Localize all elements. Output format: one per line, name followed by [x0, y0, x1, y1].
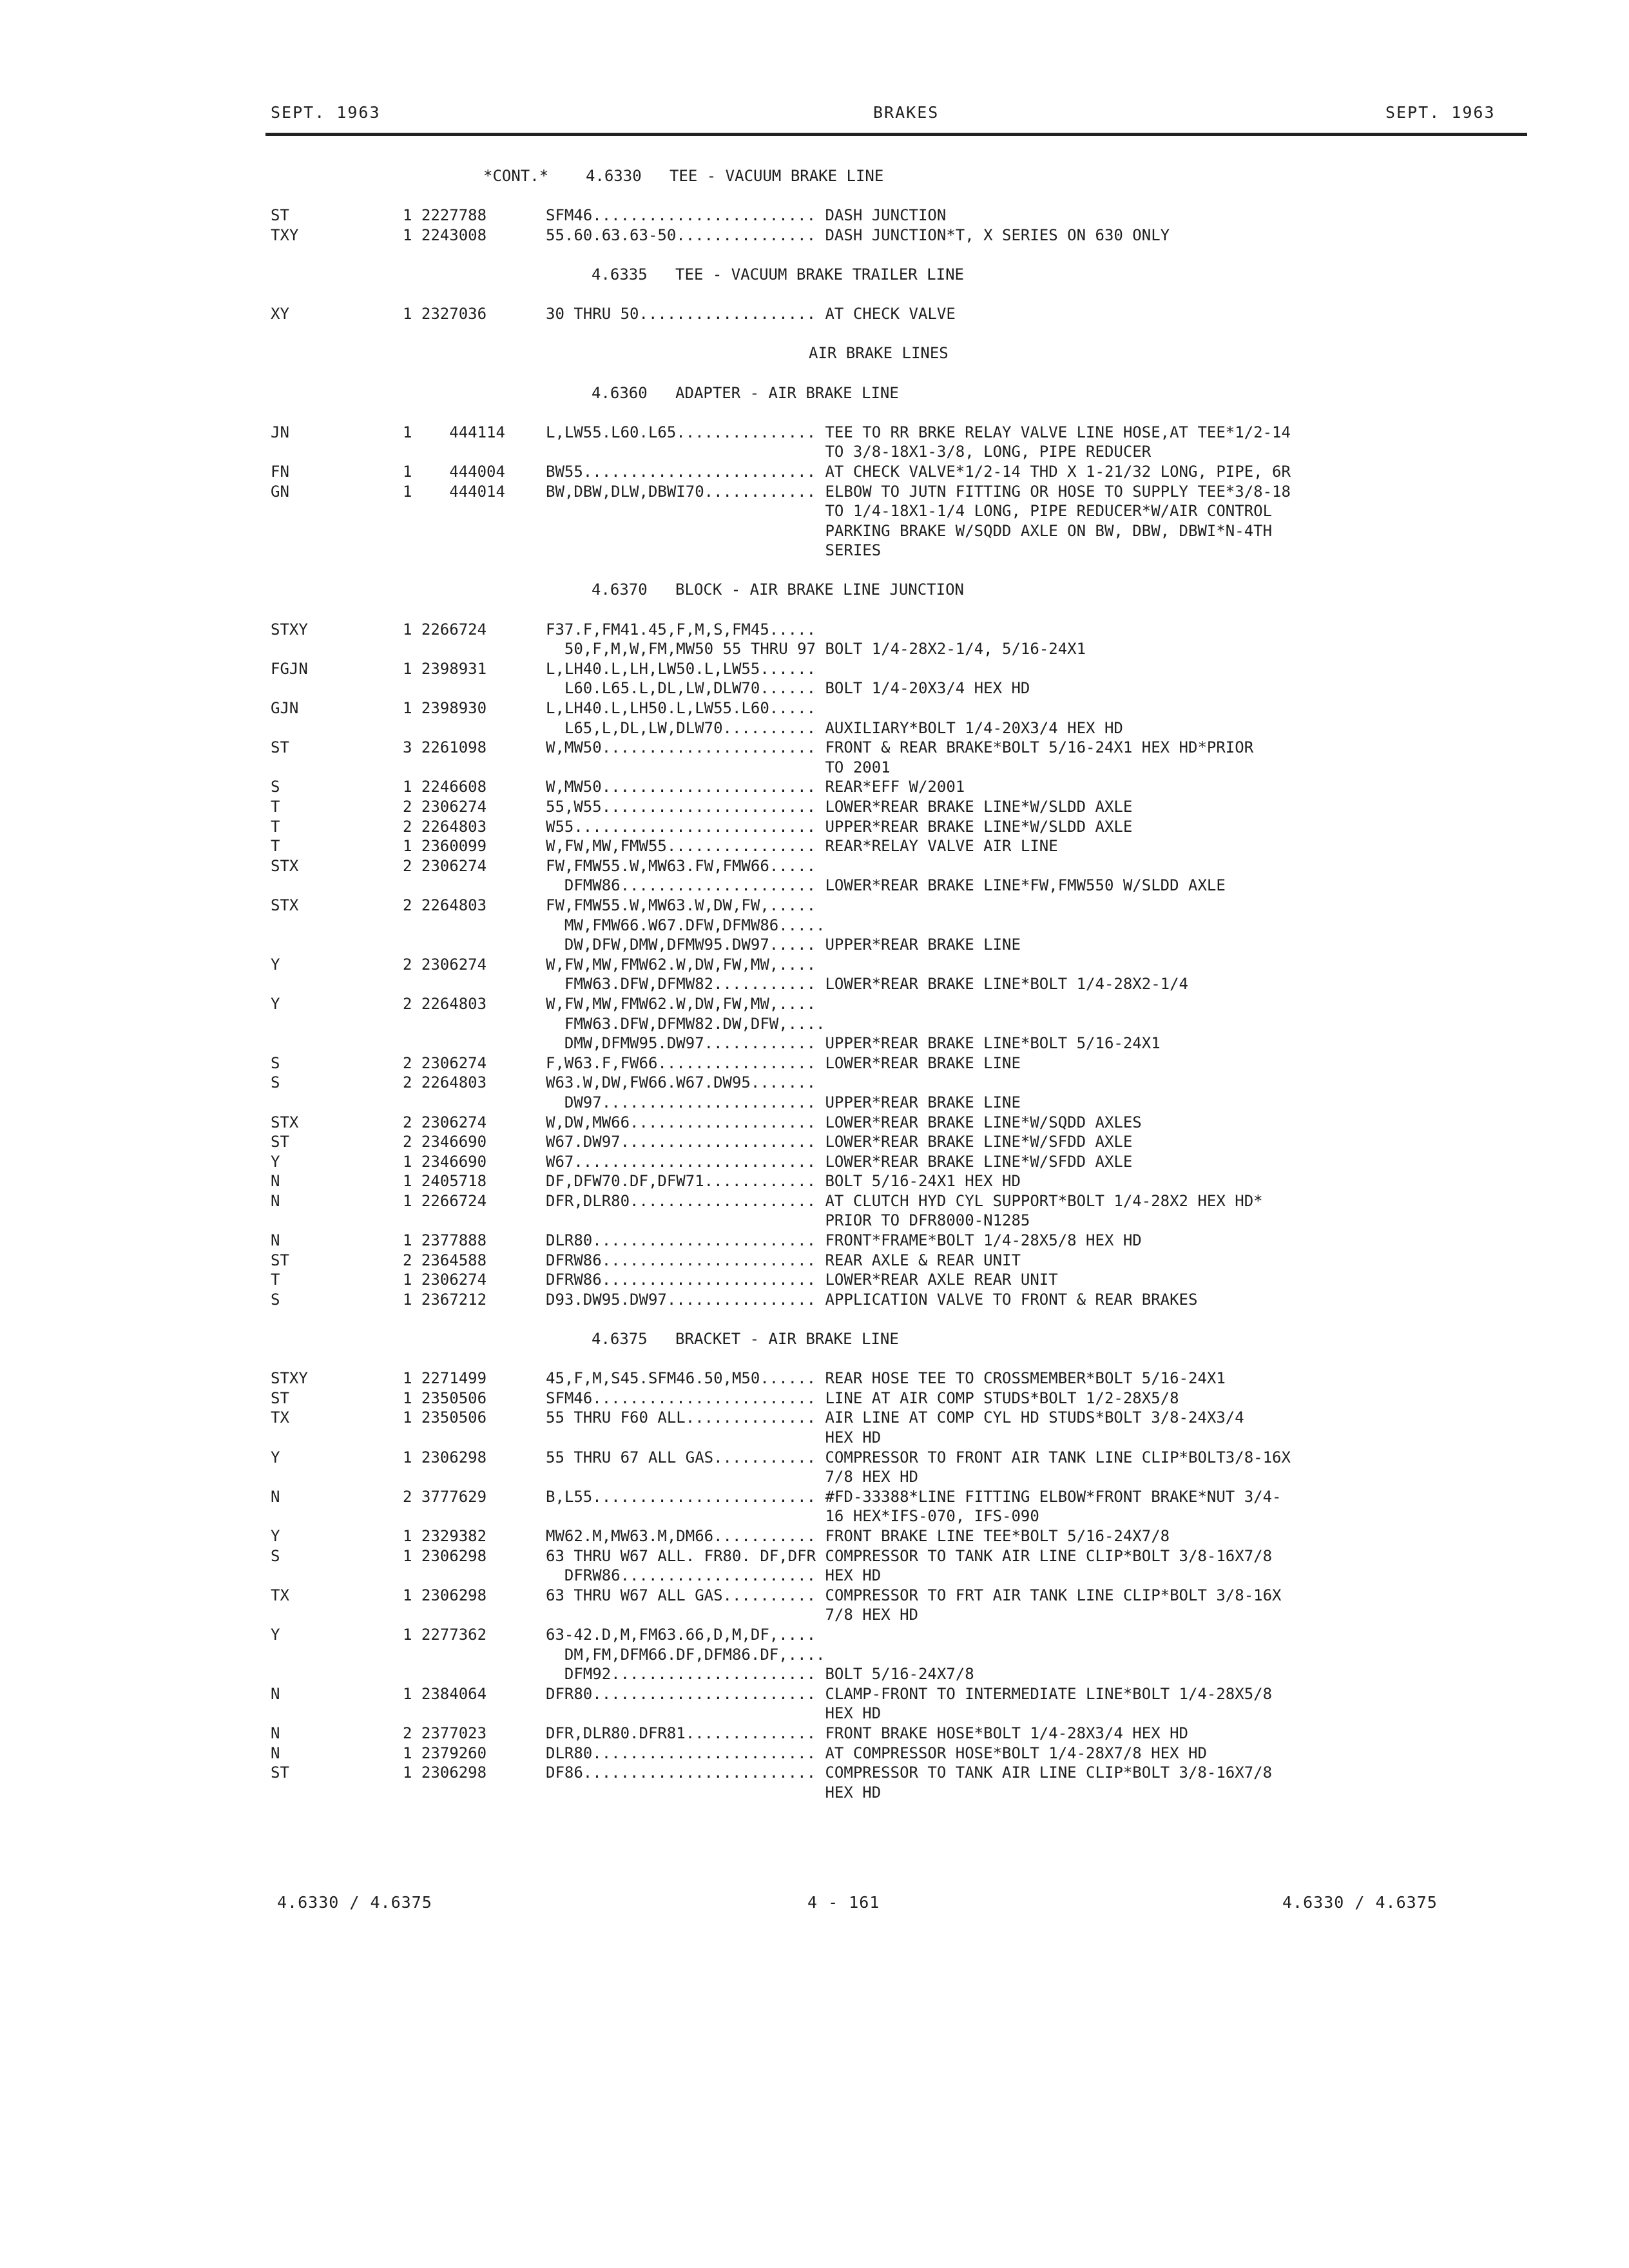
spacer: [271, 403, 1521, 423]
qty-part-number: [403, 1783, 546, 1803]
qty-part-number: 1 2329382: [403, 1526, 487, 1545]
qty-part-number: 1 444004: [403, 462, 505, 481]
models-description: 45,F,M,S45.SFM46.50,M50...... REAR HOSE TEE TO CROSSMEMBER*BOLT 5/16-24X1: [546, 1369, 1226, 1388]
series-code: N: [271, 1724, 280, 1742]
models-description: 7/8 HEX HD: [546, 1468, 918, 1486]
part-row: [271, 1270, 1521, 1290]
models-description: DLR80........................ AT COMPRESSOR HOSE*BOLT 1/4-28X7/8 HEX HD: [546, 1744, 1207, 1762]
series-code: Y: [271, 1526, 280, 1545]
series-code: STX: [271, 896, 299, 914]
part-row: [271, 797, 1521, 817]
qty-part-number: 2 2364588: [403, 1251, 487, 1269]
spacer: [271, 1309, 1521, 1329]
part-row: [271, 1171, 1521, 1191]
series-code: [271, 1783, 403, 1803]
models-description: L,LH40.L,LH,LW50.L,LW55......: [546, 659, 816, 678]
models-description: PARKING BRAKE W/SQDD AXLE ON BW, DBW, DBWI*N-4TH: [546, 521, 1273, 540]
series-code: T: [271, 817, 280, 836]
section-heading: 4.6370 BLOCK - AIR BRAKE LINE JUNCTION: [592, 581, 964, 599]
part-row: [271, 1546, 1521, 1566]
series-code: Y: [271, 1625, 280, 1644]
spacer: [271, 285, 1521, 305]
models-description: W67.......................... LOWER*REAR BRAKE LINE*W/SFDD AXLE: [546, 1152, 1133, 1171]
part-row: [271, 1073, 1521, 1093]
series-code: N: [271, 1191, 280, 1210]
models-description: 16 HEX*IFS-070, IFS-090: [546, 1507, 1039, 1526]
models-description: DW97....................... UPPER*REAR BRAKE LINE: [546, 1093, 1021, 1111]
qty-part-number: 2 2264803: [403, 994, 487, 1013]
models-description: DFR80........................ CLAMP-FRONT TO INTERMEDIATE LINE*BOLT 1/4-28X5/8: [546, 1684, 1273, 1703]
models-description: DFR,DLR80.DFR81.............. FRONT BRAKE HOSE*BOLT 1/4-28X3/4 HEX HD: [546, 1724, 1188, 1742]
part-row: [271, 1053, 1521, 1073]
series-code: [271, 758, 403, 778]
spacer: [271, 245, 1521, 265]
part-row: [271, 758, 1521, 778]
part-row: [271, 718, 1521, 738]
models-description: DMW,DFMW95.DW97............ UPPER*REAR BRAKE LINE*BOLT 5/16-24X1: [546, 1034, 1161, 1053]
qty-part-number: [403, 974, 546, 994]
models-description: DFMW86..................... LOWER*REAR BRAKE LINE*FW,FMW550 W/SLDD AXLE: [546, 876, 1226, 895]
part-row: [271, 1132, 1521, 1152]
series-code: S: [271, 1073, 280, 1092]
models-description: 30 THRU 50................... AT CHECK VALVE: [546, 305, 956, 323]
part-row: [271, 1763, 1521, 1783]
part-row: [271, 1625, 1521, 1645]
models-description: 55 THRU F60 ALL.............. AIR LINE AT COMP CYL HD STUDS*BOLT 3/8-24X3/4: [546, 1408, 1244, 1427]
qty-part-number: [403, 541, 546, 561]
parts-list: [271, 166, 1521, 1822]
qty-part-number: 2 2346690: [403, 1133, 487, 1151]
series-code: T: [271, 1271, 280, 1289]
part-row: [271, 1724, 1521, 1744]
footer-right-range: 4.6330 / 4.6375: [1282, 1893, 1438, 1912]
models-description: PRIOR TO DFR8000-N1285: [546, 1211, 1030, 1230]
qty-part-number: [403, 935, 546, 955]
part-row: [271, 1369, 1521, 1389]
series-code: STXY: [271, 620, 308, 639]
series-code: GJN: [271, 699, 299, 718]
qty-part-number: 2 2306274: [403, 856, 487, 875]
section-heading: 4.6335 TEE - VACUUM BRAKE TRAILER LINE: [592, 265, 964, 284]
models-description: W,FW,MW,FMW62.W,DW,FW,MW,....: [546, 955, 816, 974]
qty-part-number: 3 2261098: [403, 738, 487, 757]
series-code: N: [271, 1744, 280, 1762]
models-description: TO 2001: [546, 758, 891, 776]
header-left-date: SEPT. 1963: [271, 103, 381, 122]
models-description: DW,DFW,DMW,DFMW95.DW97..... UPPER*REAR BRAKE LINE: [546, 936, 1021, 954]
series-code: STX: [271, 856, 299, 875]
header-section-title: BRAKES: [873, 103, 940, 122]
models-description: W67.DW97..................... LOWER*REAR BRAKE LINE*W/SFDD AXLE: [546, 1133, 1133, 1151]
models-description: F,W63.F,FW66................. LOWER*REAR BRAKE LINE: [546, 1053, 1021, 1072]
qty-part-number: 1 2306298: [403, 1546, 487, 1565]
series-code: [271, 935, 403, 955]
part-row: [271, 501, 1521, 521]
series-code: Y: [271, 1152, 280, 1171]
models-description: L60.L65.L,DL,LW,DLW70...... BOLT 1/4-20X3/4 HEX HD: [546, 679, 1030, 698]
models-description: 55,W55....................... LOWER*REAR BRAKE LINE*W/SLDD AXLE: [546, 798, 1133, 816]
models-description: DM,FM,DFM66.DF,DFM86.DF,....: [546, 1645, 825, 1664]
part-row: [271, 974, 1521, 994]
qty-part-number: 2 2264803: [403, 817, 487, 836]
models-description: 50,F,M,W,FM,MW50 55 THRU 97 BOLT 1/4-28X2-1/4, 5/16-24X1: [546, 640, 1086, 658]
part-row: [271, 1408, 1521, 1428]
header-right-date: SEPT. 1963: [1385, 103, 1496, 122]
series-code: ST: [271, 1133, 289, 1151]
models-description: FMW63.DFW,DFMW82........... LOWER*REAR BRAKE LINE*BOLT 1/4-28X2-1/4: [546, 975, 1188, 994]
series-code: S: [271, 1053, 280, 1072]
qty-part-number: 1 2367212: [403, 1290, 487, 1309]
models-description: SERIES: [546, 541, 882, 560]
series-code: TX: [271, 1408, 289, 1427]
part-row: [271, 1448, 1521, 1468]
part-row: [271, 206, 1521, 226]
qty-part-number: [403, 1506, 546, 1526]
qty-part-number: [403, 1033, 546, 1053]
qty-part-number: 1 2306274: [403, 1271, 487, 1289]
qty-part-number: [403, 1467, 546, 1487]
part-row: [271, 521, 1521, 541]
section-heading: *CONT.* 4.6330 TEE - VACUUM BRAKE LINE: [483, 167, 884, 185]
models-description: 7/8 HEX HD: [546, 1606, 918, 1624]
spacer: [271, 324, 1521, 344]
models-description: FW,FMW55.W,MW63.W,DW,FW,.....: [546, 896, 816, 914]
series-code: [271, 1211, 403, 1231]
part-row: [271, 916, 1521, 936]
qty-part-number: [403, 1645, 546, 1665]
series-code: ST: [271, 1763, 289, 1782]
series-code: ST: [271, 1251, 289, 1269]
header-rule: [265, 133, 1527, 136]
qty-part-number: 1 2271499: [403, 1369, 487, 1388]
spacer: [271, 363, 1521, 383]
qty-part-number: [403, 1014, 546, 1034]
qty-part-number: 1 2346690: [403, 1152, 487, 1171]
part-row: [271, 659, 1521, 679]
part-row: [271, 1744, 1521, 1763]
series-code: T: [271, 837, 280, 856]
section-heading: 4.6375 BRACKET - AIR BRAKE LINE: [592, 1330, 899, 1349]
part-row: [271, 423, 1521, 443]
series-code: S: [271, 1290, 280, 1309]
models-description: BW,DBW,DLW,DBWI70............ ELBOW TO JUTN FITTING OR HOSE TO SUPPLY TEE*3/8-18: [546, 482, 1291, 501]
qty-part-number: [403, 1605, 546, 1625]
models-description: W,FW,MW,FMW62.W,DW,FW,MW,....: [546, 994, 816, 1013]
models-description: 55.60.63.63-50............... DASH JUNCTION*T, X SERIES ON 630 ONLY: [546, 226, 1170, 244]
models-description: W,FW,MW,FMW55................ REAR*RELAY VALVE AIR LINE: [546, 837, 1058, 856]
models-description: SFM46........................ LINE AT AIR COMP STUDS*BOLT 1/2-28X5/8: [546, 1389, 1179, 1407]
models-description: 63 THRU W67 ALL. FR80. DF,DFR COMPRESSOR TO TANK AIR LINE CLIP*BOLT 3/8-16X7/8: [546, 1546, 1273, 1565]
series-code: S: [271, 1546, 280, 1565]
series-code: N: [271, 1172, 280, 1191]
qty-part-number: 2 2377023: [403, 1724, 487, 1742]
qty-part-number: 1 2306298: [403, 1448, 487, 1466]
part-row: [271, 482, 1521, 502]
qty-part-number: [403, 1566, 546, 1586]
part-row: [271, 1487, 1521, 1507]
part-row: [271, 777, 1521, 797]
qty-part-number: [403, 1211, 546, 1231]
series-code: ST: [271, 1389, 289, 1407]
series-code: ST: [271, 206, 289, 225]
part-row: [271, 1211, 1521, 1231]
series-code: [271, 1645, 403, 1665]
part-row: [271, 1586, 1521, 1606]
part-row: [271, 876, 1521, 896]
series-code: T: [271, 798, 280, 816]
models-description: DLR80........................ FRONT*FRAME*BOLT 1/4-28X5/8 HEX HD: [546, 1231, 1142, 1250]
qty-part-number: 2 2264803: [403, 1073, 487, 1092]
part-row: [271, 541, 1521, 561]
qty-part-number: 1 2384064: [403, 1684, 487, 1703]
models-description: DFRW86..................... HEX HD: [546, 1566, 882, 1585]
series-code: [271, 442, 403, 462]
series-code: [271, 501, 403, 521]
models-description: L,LW55.L60.L65............... TEE TO RR BRKE RELAY VALVE LINE HOSE,AT TEE*1/2-14: [546, 423, 1291, 441]
models-description: TO 3/8-18X1-3/8, LONG, PIPE REDUCER: [546, 443, 1152, 461]
models-description: W,MW50....................... FRONT & REAR BRAKE*BOLT 5/16-24X1 HEX HD*PRIOR: [546, 738, 1254, 757]
qty-part-number: 1 2398930: [403, 699, 487, 718]
series-code: Y: [271, 994, 280, 1013]
qty-part-number: 1 2350506: [403, 1408, 487, 1427]
qty-part-number: 1 2360099: [403, 837, 487, 856]
models-description: DF86......................... COMPRESSOR TO TANK AIR LINE CLIP*BOLT 3/8-16X7/8: [546, 1763, 1273, 1782]
models-description: W55.......................... UPPER*REAR BRAKE LINE*W/SLDD AXLE: [546, 817, 1133, 836]
part-row: [271, 1783, 1521, 1803]
models-description: B,L55........................ #FD-33388*LINE FITTING ELBOW*FRONT BRAKE*NUT 3/4-: [546, 1487, 1282, 1506]
series-code: STX: [271, 1113, 299, 1131]
models-description: L,LH40.L,LH50.L,LW55.L60.....: [546, 699, 816, 718]
series-code: [271, 1506, 403, 1526]
series-code: FGJN: [271, 659, 308, 678]
qty-part-number: [403, 916, 546, 936]
series-code: [271, 1704, 403, 1724]
models-description: W,DW,MW66.................... LOWER*REAR BRAKE LINE*W/SQDD AXLES: [546, 1113, 1142, 1131]
series-code: TXY: [271, 226, 299, 244]
part-row: [271, 1704, 1521, 1724]
qty-part-number: 2 2306274: [403, 955, 487, 974]
part-row: [271, 1191, 1521, 1211]
qty-part-number: 1 2398931: [403, 659, 487, 678]
part-row: [271, 935, 1521, 955]
qty-part-number: 1 2266724: [403, 620, 487, 639]
models-description: MW62.M,MW63.M,DM66........... FRONT BRAKE LINE TEE*BOLT 5/16-24X7/8: [546, 1526, 1170, 1545]
qty-part-number: [403, 678, 546, 698]
series-code: [271, 718, 403, 738]
qty-part-number: 1 2350506: [403, 1389, 487, 1407]
part-row: [271, 639, 1521, 659]
models-description: 55 THRU 67 ALL GAS........... COMPRESSOR TO FRONT AIR TANK LINE CLIP*BOLT3/8-16X: [546, 1448, 1291, 1466]
qty-part-number: 1 2327036: [403, 305, 487, 323]
section-heading: 4.6360 ADAPTER - AIR BRAKE LINE: [592, 383, 899, 402]
series-code: [271, 1033, 403, 1053]
qty-part-number: 1 2243008: [403, 226, 487, 244]
qty-part-number: 2 2306274: [403, 1053, 487, 1072]
part-row: [271, 1093, 1521, 1113]
part-row: [271, 1014, 1521, 1034]
part-row: [271, 1033, 1521, 1053]
models-description: HEX HD: [546, 1428, 882, 1446]
qty-part-number: 1 444114: [403, 423, 505, 441]
qty-part-number: 1 444014: [403, 482, 505, 501]
series-code: Y: [271, 955, 280, 974]
models-description: DFR,DLR80.................... AT CLUTCH HYD CYL SUPPORT*BOLT 1/4-28X2 HEX HD*: [546, 1191, 1263, 1210]
series-code: Y: [271, 1448, 280, 1466]
models-description: MW,FMW66.W67.DFW,DFMW86.....: [546, 916, 825, 934]
series-code: STXY: [271, 1369, 308, 1388]
part-row: [271, 1684, 1521, 1704]
part-row: [271, 620, 1521, 640]
models-description: W,MW50....................... REAR*EFF W/2001: [546, 778, 965, 796]
qty-part-number: 2 2264803: [403, 896, 487, 914]
models-description: FW,FMW55.W,MW63.FW,FMW66.....: [546, 856, 816, 875]
part-row: [271, 226, 1521, 245]
part-row: [271, 896, 1521, 916]
series-code: N: [271, 1231, 280, 1250]
series-code: S: [271, 778, 280, 796]
spacer: [271, 186, 1521, 206]
series-code: [271, 521, 403, 541]
models-description: 63-42.D,M,FM63.66,D,M,DF,....: [546, 1625, 816, 1644]
series-code: TX: [271, 1586, 289, 1604]
qty-part-number: 1 2306298: [403, 1586, 487, 1604]
models-description: 63 THRU W67 ALL GAS.......... COMPRESSOR TO FRT AIR TANK LINE CLIP*BOLT 3/8-16X: [546, 1586, 1282, 1604]
qty-part-number: [403, 1093, 546, 1113]
series-code: [271, 678, 403, 698]
qty-part-number: [403, 639, 546, 659]
part-row: [271, 1506, 1521, 1526]
models-description: DFRW86....................... LOWER*REAR AXLE REAR UNIT: [546, 1271, 1058, 1289]
models-description: TO 1/4-18X1-1/4 LONG, PIPE REDUCER*W/AIR CONTROL: [546, 502, 1273, 521]
part-row: [271, 304, 1521, 324]
models-description: BW55......................... AT CHECK VALVE*1/2-14 THD X 1-21/32 LONG, PIPE, 6R: [546, 462, 1291, 481]
qty-part-number: [403, 501, 546, 521]
series-code: GN: [271, 482, 289, 501]
series-code: [271, 1014, 403, 1034]
series-code: [271, 1467, 403, 1487]
models-description: HEX HD: [546, 1783, 882, 1802]
series-code: [271, 974, 403, 994]
spacer: [271, 1349, 1521, 1369]
part-row: [271, 698, 1521, 718]
part-row: [271, 1566, 1521, 1586]
part-row: [271, 1428, 1521, 1448]
part-row: [271, 955, 1521, 975]
models-description: W63.W,DW,FW66.W67.DW95.......: [546, 1073, 816, 1092]
series-code: FN: [271, 462, 289, 481]
spacer: [271, 600, 1521, 620]
qty-part-number: 1 2266724: [403, 1191, 487, 1210]
part-row: [271, 836, 1521, 856]
section-heading: AIR BRAKE LINES: [809, 344, 949, 363]
series-code: [271, 1605, 403, 1625]
models-description: L65,L,DL,LW,DLW70.......... AUXILIARY*BOLT 1/4-20X3/4 HEX HD: [546, 718, 1123, 737]
part-row: [271, 817, 1521, 837]
models-description: F37.F,FM41.45,F,M,S,FM45.....: [546, 620, 816, 639]
qty-part-number: [403, 1664, 546, 1684]
series-code: [271, 1428, 403, 1448]
part-row: [271, 856, 1521, 876]
qty-part-number: [403, 1428, 546, 1448]
qty-part-number: 1 2246608: [403, 778, 487, 796]
models-description: DF,DFW70.DF,DFW71............ BOLT 5/16-24X1 HEX HD: [546, 1172, 1021, 1191]
part-row: [271, 994, 1521, 1014]
part-row: [271, 1526, 1521, 1546]
part-row: [271, 1251, 1521, 1271]
part-row: [271, 1389, 1521, 1408]
qty-part-number: 1 2227788: [403, 206, 487, 225]
spacer: [271, 561, 1521, 581]
models-description: FMW63.DFW,DFMW82.DW,DFW,....: [546, 1014, 825, 1033]
series-code: N: [271, 1684, 280, 1703]
qty-part-number: [403, 442, 546, 462]
qty-part-number: 1 2277362: [403, 1625, 487, 1644]
series-code: [271, 1093, 403, 1113]
part-row: [271, 1290, 1521, 1310]
series-code: [271, 1664, 403, 1684]
qty-part-number: 1 2377888: [403, 1231, 487, 1250]
series-code: [271, 876, 403, 896]
qty-part-number: 2 2306274: [403, 798, 487, 816]
part-row: [271, 1113, 1521, 1133]
models-description: HEX HD: [546, 1704, 882, 1723]
part-row: [271, 1664, 1521, 1684]
part-row: [271, 462, 1521, 482]
part-row: [271, 1152, 1521, 1172]
spacer: [271, 1802, 1521, 1822]
series-code: [271, 1566, 403, 1586]
qty-part-number: [403, 876, 546, 896]
qty-part-number: 1 2405718: [403, 1172, 487, 1191]
series-code: [271, 916, 403, 936]
qty-part-number: 2 3777629: [403, 1487, 487, 1506]
series-code: JN: [271, 423, 289, 441]
part-row: [271, 678, 1521, 698]
footer-page-number: 4 - 161: [807, 1893, 880, 1912]
part-row: [271, 1231, 1521, 1251]
qty-part-number: 1 2306298: [403, 1763, 487, 1782]
part-row: [271, 1645, 1521, 1665]
qty-part-number: [403, 1704, 546, 1724]
series-code: XY: [271, 305, 289, 323]
part-row: [271, 442, 1521, 462]
footer-left-range: 4.6330 / 4.6375: [277, 1893, 432, 1912]
qty-part-number: [403, 521, 546, 541]
models-description: D93.DW95.DW97................ APPLICATION VALVE TO FRONT & REAR BRAKES: [546, 1290, 1198, 1309]
models-description: DFM92...................... BOLT 5/16-24X7/8: [546, 1665, 974, 1684]
part-row: [271, 738, 1521, 758]
series-code: ST: [271, 738, 289, 757]
series-code: [271, 541, 403, 561]
part-row: [271, 1467, 1521, 1487]
part-row: [271, 1605, 1521, 1625]
qty-part-number: 2 2306274: [403, 1113, 487, 1131]
series-code: [271, 639, 403, 659]
qty-part-number: [403, 758, 546, 778]
models-description: SFM46........................ DASH JUNCTION: [546, 206, 947, 225]
qty-part-number: 1 2379260: [403, 1744, 487, 1762]
models-description: DFRW86....................... REAR AXLE & REAR UNIT: [546, 1251, 1021, 1269]
qty-part-number: [403, 718, 546, 738]
series-code: N: [271, 1487, 280, 1506]
